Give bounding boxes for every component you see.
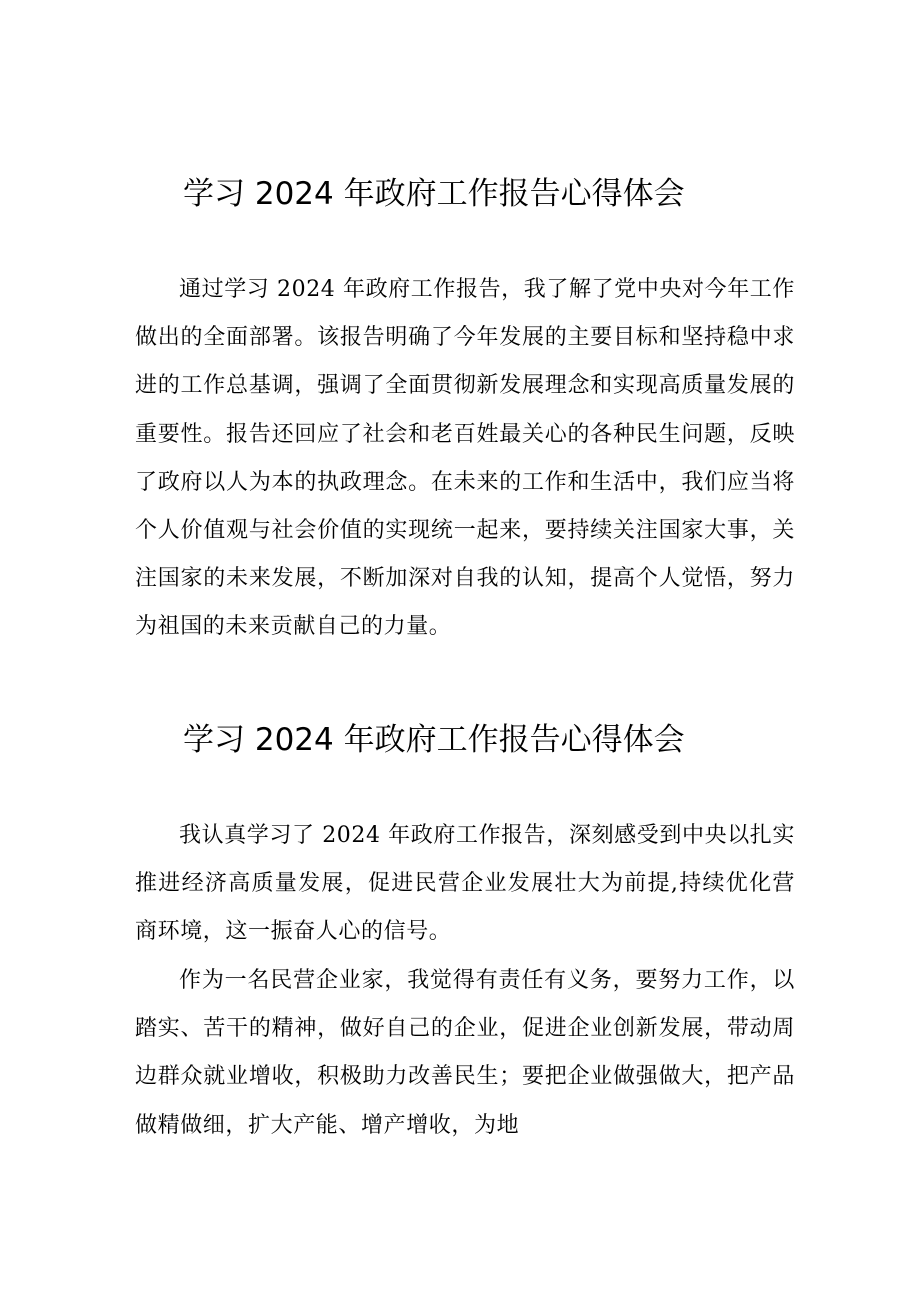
- section-2-paragraph-2: 作为一名民营企业家，我觉得有责任有义务，要努力工作，以踏实、苦干的精神，做好自己的企业，促进企业创新发展，带动周边群众就业增收，积极助力改善民生；要把企业做强做大，把产品做精做细，扩大产能、增产增收，为地: [135, 968, 795, 1138]
- section-2-title: 学习 2024 年政府工作报告心得体会: [183, 722, 685, 758]
- section-2-paragraph-1: 我认真学习了 2024 年政府工作报告，深刻感受到中央以扎实推进经济高质量发展，促进民营企业发展壮大为前提,持续优化营商环境，这一振奋人心的信号。: [135, 823, 795, 945]
- section-1-title: 学习 2024 年政府工作报告心得体会: [183, 176, 685, 212]
- section-1-paragraph-1: 通过学习 2024 年政府工作报告，我了解了党中央对今年工作做出的全面部署。该报告明确了今年发展的主要目标和坚持稳中求进的工作总基调，强调了全面贯彻新发展理念和实现高质量发展的重要性。报告还回应了社会和老百姓最关心的各种民生问题，反映了政府以人为本的执政理念。在未来的工作和生活中，我们应当将个人价值观与社会价值的实现统一起来，要持续关注国家大事，关注国家的未来发展，不断加深对自我的认知，提高个人觉悟，努力为祖国的未来贡献自己的力量。: [135, 277, 795, 640]
